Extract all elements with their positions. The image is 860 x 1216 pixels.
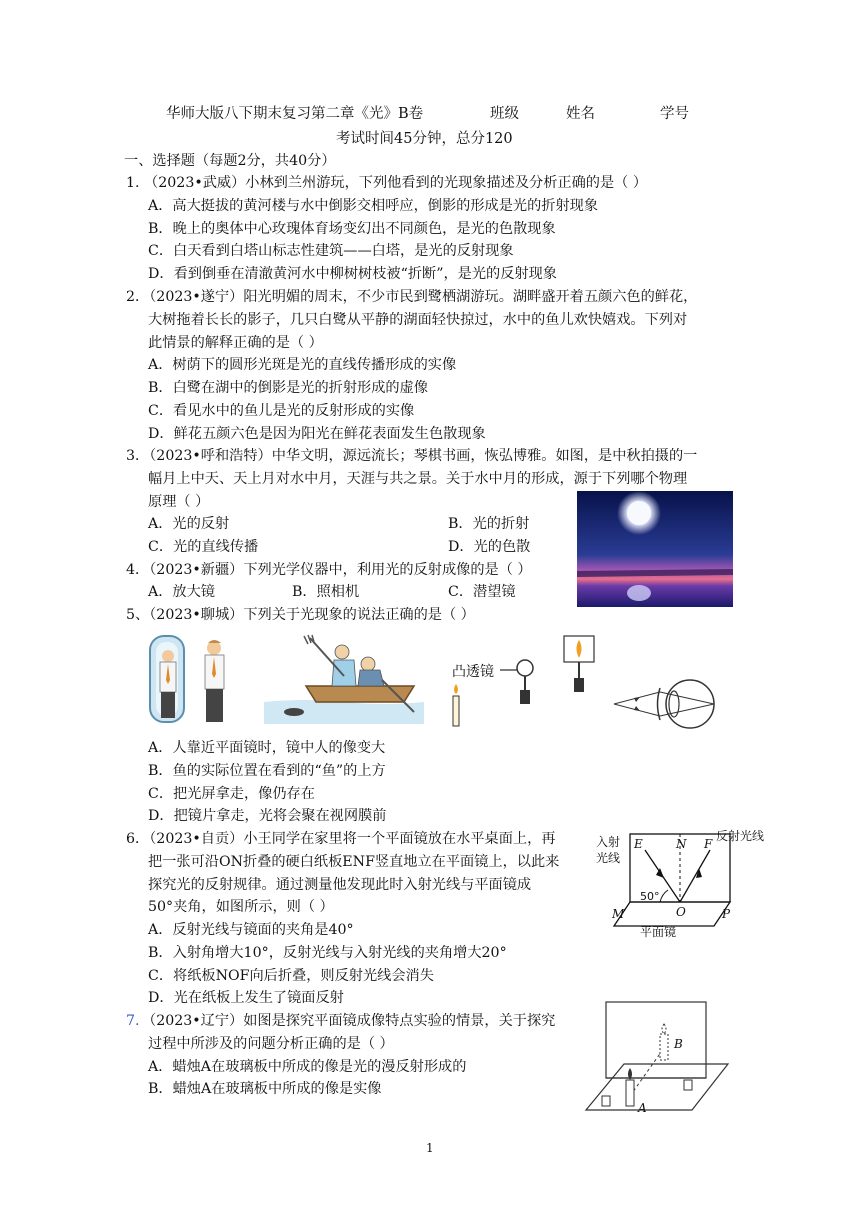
candle-a-label: A xyxy=(638,1101,647,1115)
q3-option-d: D．光的色散 xyxy=(448,539,531,555)
convex-lens-figure xyxy=(448,632,608,732)
name-label: 姓名 xyxy=(566,106,595,122)
q2-option-b: B．白鹭在湖中的倒影是光的折射形成的虚像 xyxy=(148,380,428,396)
q4-stem: 4．（2023•新疆）下列光学仪器中，利用光的反射成像的是（ ） xyxy=(126,562,532,578)
moon-over-water-photo xyxy=(577,491,733,607)
q7-line1: （2023•辽宁）如图是探究平面镜成像特点实验的情景，关于探究 xyxy=(142,1013,556,1029)
q6-option-a: A．反射光线与镜面的夹角是40° xyxy=(148,922,354,938)
q1-stem: 1. （2023•武威）小林到兰州游玩，下列他看到的光现象描述及分析正确的是（ ） xyxy=(126,175,648,191)
q3-option-c: C．光的直线传播 xyxy=(148,539,259,555)
reflect-label: 反射光线 xyxy=(716,829,765,843)
point-e: E xyxy=(634,837,643,851)
q5-option-a: A．人靠近平面镜时，镜中人的像变大 xyxy=(148,740,386,756)
q6-line4: 50°夹角，如图所示，则（ ） xyxy=(148,899,334,915)
q2-option-a: A．树荫下的圆形光斑是光的直线传播形成的实像 xyxy=(148,357,457,373)
q3-line3: 原理（ ） xyxy=(148,494,210,510)
q4-option-c: C．潜望镜 xyxy=(448,584,516,600)
page-number: 1 xyxy=(426,1141,434,1155)
q7-line2: 过程中所涉及的问题分析正确的是（ ） xyxy=(148,1036,394,1052)
q5-option-c: C．把光屏拿走，像仍存在 xyxy=(148,786,315,802)
section-heading: 一、选择题（每题2分，共40分） xyxy=(124,153,336,169)
q6-line3: 探究光的反射规律。通过测量他发现此时入射光线与平面镜成 xyxy=(148,877,532,893)
q1-option-d: D．看到倒垂在清澈黄河水中柳树树枝被“折断”，是光的反射现象 xyxy=(148,266,557,282)
exam-subtitle: 考试时间45分钟，总分120 xyxy=(336,131,513,147)
mirror-label: 平面镜 xyxy=(640,925,677,939)
mirror-imaging-figure xyxy=(584,1000,730,1114)
q1-option-b: B．晚上的奥体中心玫瑰体育场变幻出不同颜色，是光的色散现象 xyxy=(148,221,556,237)
incident-label-1: 入射 xyxy=(596,835,621,849)
point-f: F xyxy=(704,837,713,851)
q3-option-b: B．光的折射 xyxy=(448,516,530,532)
q6-option-b: B．入射角增大10°，反射光线与入射光线的夹角增大20° xyxy=(148,945,507,961)
eye-lens-figure xyxy=(614,676,726,732)
q3-line1: 3．（2023•呼和浩特）中华文明，源远流长；琴棋书画，恢弘博雅。如图，是中秋拍摄的一 xyxy=(126,448,698,464)
q3-line2: 幅月上中天、天上月对水中月，天涯与共之景。关于水中月的形成，源于下列哪个物理 xyxy=(148,471,688,487)
q1-option-a: A．高大挺拔的黄河楼与水中倒影交相呼应，倒影的形成是光的折射现象 xyxy=(148,198,599,214)
q7-option-b: B．蜡烛A在玻璃板中所成的像是实像 xyxy=(148,1081,382,1097)
q2-line3: 此情景的解释正确的是（ ） xyxy=(148,335,323,351)
class-label: 班级 xyxy=(490,106,519,122)
q4-option-a: A．放大镜 xyxy=(148,584,215,600)
q3-option-a: A．光的反射 xyxy=(148,516,230,532)
q6-option-d: D．光在纸板上发生了镜面反射 xyxy=(148,990,344,1006)
point-n: N xyxy=(676,837,687,851)
q7-number: 7. xyxy=(126,1013,140,1029)
q6-line1: 6．（2023•自贡）小王同学在家里将一个平面镜放在水平桌面上，再 xyxy=(126,831,556,847)
q5-stem: 5、（2023•聊城）下列关于光现象的说法正确的是（ ） xyxy=(126,607,475,623)
student-id-label: 学号 xyxy=(660,106,689,122)
mirror-figure xyxy=(146,634,240,726)
angle-label: 50° xyxy=(640,890,660,903)
q4-option-b: B．照相机 xyxy=(292,584,360,600)
q2-option-d: D．鲜花五颜六色是因为阳光在鲜花表面发生色散现象 xyxy=(148,426,486,442)
incident-label-2: 光线 xyxy=(596,851,621,865)
q1-option-c: C．白天看到白塔山标志性建筑——白塔，是光的反射现象 xyxy=(148,243,514,259)
q6-line2: 把一张可沿ON折叠的硬白纸板ENF竖直地立在平面镜上，以此来 xyxy=(148,854,560,870)
reflection-experiment-figure xyxy=(590,822,790,940)
exam-title: 华师大版八下期末复习第二章《光》B卷 xyxy=(166,106,424,122)
q2-line1: 2．（2023•遂宁）阳光明媚的周末，不少市民到鹭栖湖游玩。湖畔盛开着五颜六色的鲜花， xyxy=(126,289,698,305)
candle-b-label: B xyxy=(674,1037,683,1051)
point-o: O xyxy=(676,905,686,919)
point-p: P xyxy=(722,907,731,921)
q7-option-a: A．蜡烛A在玻璃板中所成的像是光的漫反射形成的 xyxy=(148,1059,467,1075)
q2-line2: 大树拖着长长的影子，几只白鹭从平静的湖面轻快掠过，水中的鱼儿欢快嬉戏。下列对 xyxy=(148,312,688,328)
convex-lens-label: 凸透镜 xyxy=(452,664,494,680)
q6-option-c: C．将纸板NOF向后折叠，则反射光线会消失 xyxy=(148,968,434,984)
fishing-boat-figure xyxy=(264,636,424,724)
point-m: M xyxy=(612,907,625,921)
q5-option-b: B．鱼的实际位置在看到的“鱼”的上方 xyxy=(148,763,386,779)
q5-option-d: D．把镜片拿走，光将会聚在视网膜前 xyxy=(148,808,387,824)
q2-option-c: C．看见水中的鱼儿是光的反射形成的实像 xyxy=(148,403,415,419)
